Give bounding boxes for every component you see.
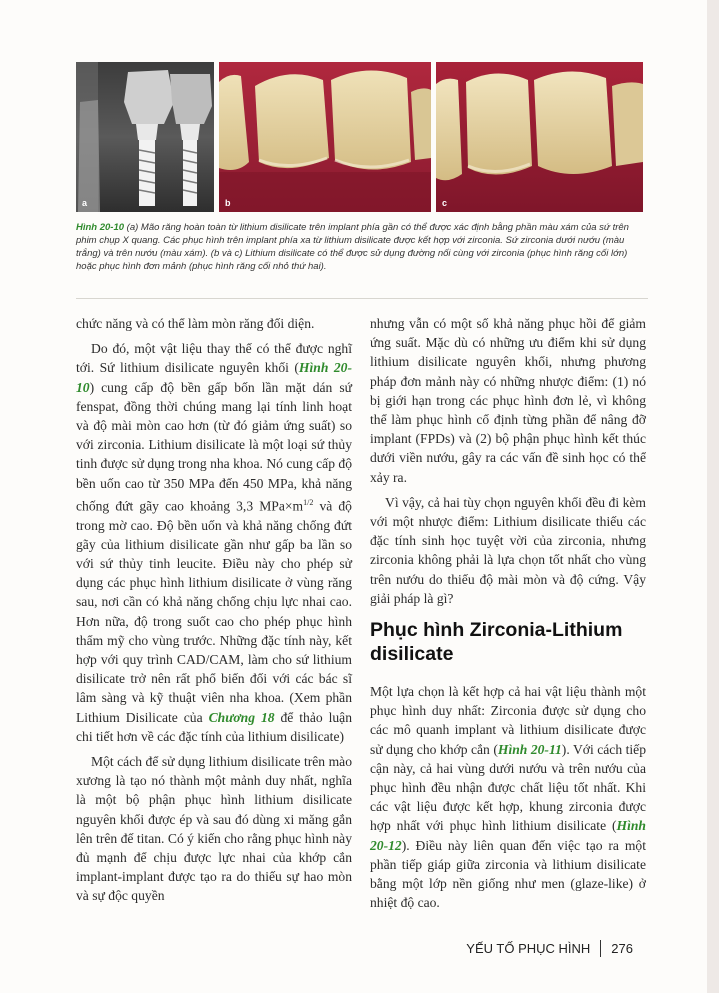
text-run: và độ trong mờ cao. Độ bền uốn và khả năng chống đứt gãy của lithium disilicate gần như gấp ba lần so với sứ thủy tinh leucite. Điều này cho phép sử dụng các phục hình lithium disilicate ở vùng răng sau, nơi cần có khả năng chống chịu lực nhai cao. Hơn nữa, độ trong suốt cao cho phép phục hình thẩm mỹ cho vùng trước. Những đặc tính này, kết hợp với quy trình CAD/CAM, làm cho sứ lithium disilicate trở nên rất phổ biến đối với các bác sĩ lâm sàng và kỹ thuật viên nha khoa. (Xem phần Lithium Disilicate của bbox=[76, 498, 352, 725]
figure-panel-c bbox=[436, 62, 643, 212]
page-footer bbox=[466, 940, 633, 957]
page-edge-shade bbox=[707, 0, 719, 993]
figure-caption-text: (a) Mão răng hoàn toàn từ lithium disilicate trên implant phía gần có thể được xác định bằng phần màu xám của sứ trên phim chụp X quang. Các phục hình trên implant phía xa từ lithium disilicate được kết hợp với zirconia. Sứ zirconia dưới nướu (màu trắng) và trên nướu (màu xám). (b và c) Lithium disilicate có thể được sử dụng đường nối cùng với zirconia (phục hình răng cối lớn) hoặc phục hình đơn mảnh (phục hình răng cối nhỏ thứ hai). bbox=[76, 222, 629, 272]
footer-section-title: YẾU TỐ PHỤC HÌNH bbox=[466, 941, 591, 956]
figure-caption-label: Hình 20-10 bbox=[76, 222, 125, 233]
dental-photo-image bbox=[436, 62, 643, 212]
section-heading: Phục hình Zirconia-Lithium disilicate bbox=[370, 619, 623, 666]
dental-photo-image bbox=[219, 62, 431, 212]
text-run: ). Điều này liên quan đến việc tạo ra một phần tiếp giáp giữa zirconia và lithium disilicate bằng một lớp nền giống như men (glaze-like) ở nhiệt độ cao. bbox=[370, 837, 646, 911]
left-paragraph-3: Một cách để sử dụng lithium disilicate trên mào xương là tạo nó thành một mảnh duy nhất, nghĩa là một bộ phận phục hình lithium disilicate nguyên khối được ép và sau đó dùng xi măng gắn lên trên đế titan. Có ý kiến cho rằng phục hình này đủ mạnh để chịu được lực nhai của khớp cắn implant-implant được tạo ra do thiếu sự hao mòn và sự độc quyền bbox=[76, 754, 352, 904]
figure-reference-link[interactable]: Hình 20-11 bbox=[497, 741, 562, 757]
right-paragraph-3 bbox=[370, 682, 646, 912]
text-run: Do đó, một vật liệu thay thế có thể được nghĩ tới. Sứ lithium disilicate nguyên khối ( bbox=[76, 341, 352, 376]
left-paragraph-1: chức năng và có thể làm mòn răng đối diện. bbox=[76, 316, 315, 331]
caption-divider bbox=[76, 298, 648, 299]
chapter-reference-link[interactable]: Chương 18 bbox=[208, 709, 275, 725]
superscript: 1/2 bbox=[303, 497, 314, 507]
figure-panel-letter: b bbox=[225, 198, 231, 208]
figure-panel-letter: c bbox=[442, 198, 448, 208]
left-paragraph-2 bbox=[76, 339, 352, 746]
page-number: 276 bbox=[611, 941, 633, 956]
text-run: Một lựa chọn là kết hợp cả hai vật liệu thành một phục hình duy nhất: Zirconia được sử dụng cho các mô quanh implant và lithium disilicate được sử dụng cho khớp cắn ( bbox=[370, 684, 646, 757]
figure-panel-letter: a bbox=[82, 198, 88, 208]
text-run: để thảo luận chi tiết hơn về các đặc tính của lithium disilicate) bbox=[76, 709, 353, 744]
text-run: ). Với cách tiếp cận này, cả hai vùng dưới nướu và trên nướu của phục hình đều nhận được chất liệu tốt nhất. Khi các vật liệu được kết hợp, khung zirconia được hợp nhất với phục hình lithium disilicate ( bbox=[370, 741, 646, 834]
footer-divider bbox=[600, 940, 601, 957]
figure-panel-b bbox=[219, 62, 431, 212]
text-run: ) cung cấp độ bền gấp bốn lần mặt dán sứ fenspat, đồng thời chúng mang lại tính linh hoạt và độ mài mòn cao hơn (từ đó giảm ứng suất) so với zirconia. Lithium disilicate là một loại sứ thủy tinh được sử dụng trong nha khoa. Nó cung cấp độ bền uốn cao từ 350 MPa đến 450 MPa, khả năng chống đứt gãy cao khoảng 3,3 MPa×m bbox=[76, 379, 353, 514]
right-paragraph-1: nhưng vẫn có một số khả năng phục hồi để giảm ứng suất. Mặc dù có những ưu điểm khi sử dụng lithium disilicate nguyên khối, nhưng phương pháp đơn mảnh này có những nhược điểm: (1) nó bị giới hạn trong các phục hình đơn lẻ, vì không thể làm phục hình cố định từng phần để nâng đỡ implant (FPDs) và (2) bộ phận phục hình kết thúc dưới viền nướu, gây ra các vấn đề sinh học có thể xảy ra. bbox=[370, 316, 646, 485]
left-column bbox=[76, 314, 352, 912]
figure-reference-link[interactable]: Hình 20-12 bbox=[370, 818, 646, 853]
right-column bbox=[370, 314, 646, 918]
right-paragraph-2: Vì vậy, cả hai tùy chọn nguyên khối đều đi kèm với một nhược điểm: Lithium disilicate thiếu các đặc tính sinh học tuyệt vời của zirconia, nhưng zirconia không phải là lựa chọn tốt nhất cho vùng trên nướu do thiếu độ mài mòn và độ cứng. Vậy giải pháp là gì? bbox=[370, 494, 646, 606]
figure-caption bbox=[76, 221, 648, 273]
figure-panel-a bbox=[76, 62, 214, 212]
xray-implant-image bbox=[76, 62, 214, 212]
figure-reference-link[interactable]: Hình 20-10 bbox=[76, 360, 352, 395]
